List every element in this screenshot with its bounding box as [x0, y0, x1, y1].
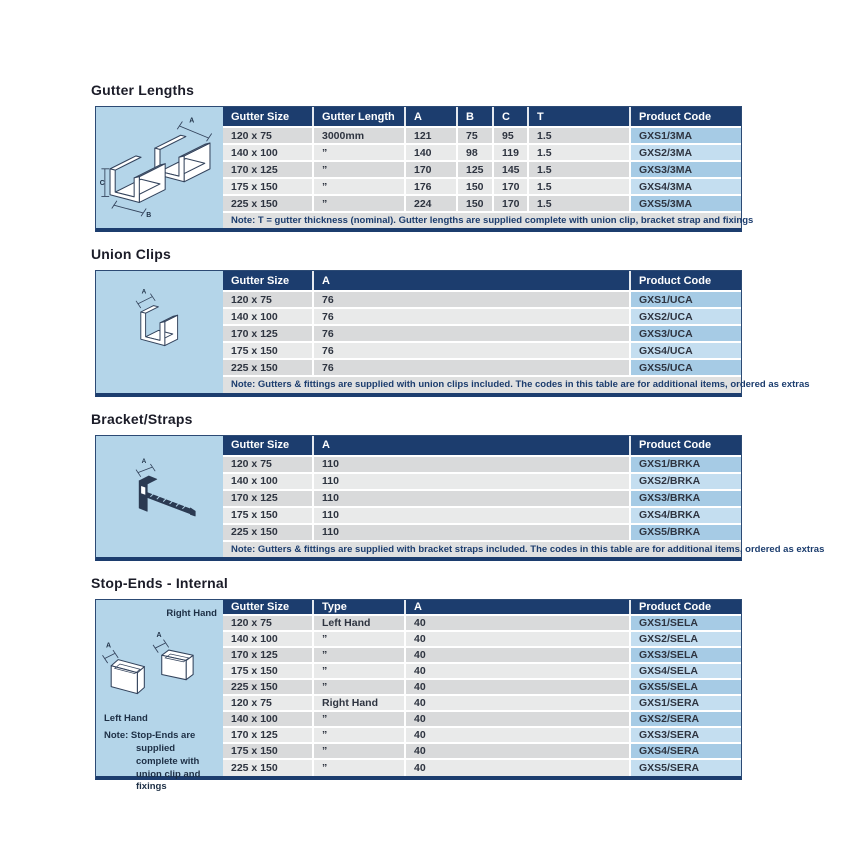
table-row: [223, 179, 741, 196]
table-cell: 140 x 100: [223, 632, 314, 646]
table-cell: ”: [314, 728, 406, 742]
product-code-cell: GXS1/BRKA: [631, 457, 741, 472]
table-row: [223, 196, 741, 213]
column-header: Gutter Size: [223, 436, 314, 455]
product-code-cell: GXS4/SERA: [631, 744, 741, 758]
table-cell: 119: [494, 145, 529, 160]
column-header: T: [529, 107, 631, 126]
table-cell: ”: [314, 648, 406, 662]
section-heading: Bracket/Straps: [91, 410, 193, 427]
table-cell: 40: [406, 664, 631, 678]
table-cell: 110: [314, 457, 631, 472]
product-code-cell: GXS3/UCA: [631, 326, 741, 341]
table-row: [223, 292, 741, 309]
product-code-cell: GXS2/SERA: [631, 712, 741, 726]
table-cell: 140 x 100: [223, 145, 314, 160]
product-code-cell: GXS4/SELA: [631, 664, 741, 678]
table-cell: 120 x 75: [223, 696, 314, 710]
dimension-label: A: [105, 642, 112, 650]
table-cell: 110: [314, 491, 631, 506]
table-row: [223, 696, 741, 712]
table-cell: 1.5: [529, 162, 631, 177]
table-cell: 170: [494, 196, 529, 211]
product-code-cell: GXS2/BRKA: [631, 474, 741, 489]
column-header: Gutter Length: [314, 107, 406, 126]
table-cell: 76: [314, 326, 631, 341]
table-cell: 225 x 150: [223, 525, 314, 540]
table-cell: 120 x 75: [223, 292, 314, 307]
union-clips-table: [223, 271, 810, 392]
table-cell: ”: [314, 162, 406, 177]
table-cell: 225 x 150: [223, 760, 314, 776]
table-row: [223, 360, 741, 377]
table-cell: 110: [314, 525, 631, 540]
section-stop-ends-internal: [91, 575, 742, 793]
table-row: [223, 508, 741, 525]
table-cell: 175 x 150: [223, 744, 314, 758]
column-header: A: [314, 271, 631, 290]
product-code-cell: GXS2/SELA: [631, 632, 741, 646]
table-row: [223, 616, 741, 632]
table-note: Note: T = gutter thickness (nominal). Gutter lengths are supplied complete with union clip, bracket strap and fixings: [223, 213, 741, 228]
column-header: Product Code: [639, 110, 712, 123]
table-cell: 140 x 100: [223, 309, 314, 324]
column-header: B: [458, 107, 494, 126]
table-cell: 120 x 75: [223, 457, 314, 472]
table-cell: ”: [314, 145, 406, 160]
table-cell: 75: [458, 128, 494, 143]
table-row: [223, 343, 741, 360]
column-header: Product Code: [639, 274, 712, 287]
table-cell: 176: [406, 179, 458, 194]
table-cell: ”: [314, 179, 406, 194]
section-heading: Gutter Lengths: [91, 82, 195, 98]
table-cell: 170 x 125: [223, 326, 314, 341]
product-code-cell: GXS5/SELA: [631, 680, 741, 694]
table-cell: 76: [314, 309, 631, 324]
product-code-cell: GXS2/3MA: [631, 145, 741, 160]
column-header: Gutter Size: [223, 271, 314, 290]
table-cell: 3000mm: [314, 128, 406, 143]
table-cell: 40: [406, 744, 631, 758]
table-cell: 125: [458, 162, 494, 177]
table-row: [223, 474, 741, 491]
product-code-cell: GXS1/SELA: [631, 616, 741, 630]
right-hand-label: Right Hand: [166, 608, 217, 620]
table-cell: 110: [314, 474, 631, 489]
section-bracket-straps: [91, 410, 825, 561]
table-cell: 120 x 75: [223, 128, 314, 143]
product-code-cell: GXS5/BRKA: [631, 525, 741, 540]
table-row: [223, 128, 741, 145]
column-header: Product Code: [639, 439, 712, 452]
table-cell: 175 x 150: [223, 179, 314, 194]
table-cell: 140 x 100: [223, 712, 314, 726]
table-row: [223, 491, 741, 508]
product-code-cell: GXS5/UCA: [631, 360, 741, 375]
table-cell: 145: [494, 162, 529, 177]
illustration-panel: [96, 600, 223, 793]
dimension-label: A: [141, 458, 146, 466]
illustration-panel: [96, 271, 223, 392]
product-code-cell: GXS3/SERA: [631, 728, 741, 742]
table-cell: 40: [406, 696, 631, 710]
product-code-cell: GXS2/UCA: [631, 309, 741, 324]
table-row: [223, 760, 741, 776]
product-code-cell: GXS1/SERA: [631, 696, 741, 710]
table-cell: 175 x 150: [223, 664, 314, 678]
table-cell: 175 x 150: [223, 508, 314, 523]
gutter-lengths-illustration: [99, 112, 221, 224]
dimension-label: A: [188, 117, 194, 125]
table-cell: 40: [406, 632, 631, 646]
table-cell: 170 x 125: [223, 648, 314, 662]
stop-ends-table: [223, 600, 741, 776]
table-row: [223, 309, 741, 326]
table-cell: 225 x 150: [223, 360, 314, 375]
table-cell: Right Hand: [314, 696, 406, 710]
table-cell: 76: [314, 360, 631, 375]
dimension-label: A: [156, 632, 162, 640]
product-code-cell: GXS3/BRKA: [631, 491, 741, 506]
table-cell: 40: [406, 728, 631, 742]
table-cell: 98: [458, 145, 494, 160]
table-cell: ”: [314, 196, 406, 211]
table-header-row: [223, 600, 741, 616]
table-cell: 170 x 125: [223, 162, 314, 177]
table-cell: 150: [458, 179, 494, 194]
stop-ends-panel-note: Note: Stop-Ends are supplied complete with union clip and fixings: [104, 730, 201, 793]
table-note: Note: Gutters & fittings are supplied with union clips included. The codes in this table are for additional items, ordered as extras: [223, 377, 741, 392]
table-cell: 110: [314, 508, 631, 523]
section-heading: Union Clips: [91, 246, 171, 263]
table-cell: 170 x 125: [223, 491, 314, 506]
table-cell: 120 x 75: [223, 616, 314, 630]
column-header: Gutter Size: [223, 107, 314, 126]
table-cell: 175 x 150: [223, 343, 314, 358]
table-cell: ”: [314, 632, 406, 646]
table-cell: 40: [406, 616, 631, 630]
table-cell: 1.5: [529, 145, 631, 160]
column-header: Gutter Size: [223, 600, 314, 614]
table-row: [223, 680, 741, 696]
table-cell: ”: [314, 680, 406, 694]
column-header: Type: [314, 600, 406, 614]
product-code-cell: GXS5/SERA: [631, 760, 741, 776]
table-row: [223, 457, 741, 474]
section-union-clips: [91, 246, 810, 396]
table-cell: ”: [314, 712, 406, 726]
table-cell: 1.5: [529, 128, 631, 143]
gutter-lengths-table: [223, 107, 754, 228]
table-note: Note: Gutters & fittings are supplied with bracket straps included. The codes in this table are for additional items, ordered as extras: [223, 542, 741, 557]
section-heading: Stop-Ends - Internal: [91, 575, 228, 592]
dimension-label: B: [145, 211, 151, 219]
table-cell: 1.5: [529, 179, 631, 194]
catalog-page: [91, 82, 825, 794]
stop-ends-block: [95, 599, 742, 793]
table-cell: 40: [406, 712, 631, 726]
table-cell: 95: [494, 128, 529, 143]
gutter-lengths-block: [95, 106, 754, 232]
table-cell: ”: [314, 664, 406, 678]
table-cell: ”: [314, 760, 406, 776]
table-row: [223, 664, 741, 680]
table-cell: 225 x 150: [223, 196, 314, 211]
bracket-straps-table: [223, 436, 825, 557]
left-hand-label: Left Hand: [104, 713, 148, 725]
table-row: [223, 728, 741, 744]
illustration-panel: [96, 107, 223, 228]
table-header-row: [223, 436, 741, 457]
column-header: A: [314, 436, 631, 455]
table-cell: 76: [314, 292, 631, 307]
section-gutter-lengths: [91, 82, 754, 232]
union-clips-block: [95, 270, 810, 396]
table-row: [223, 145, 741, 162]
table-cell: 140 x 100: [223, 474, 314, 489]
table-header-row: [223, 271, 741, 292]
table-row: [223, 712, 741, 728]
table-cell: 76: [314, 343, 631, 358]
table-cell: 170: [494, 179, 529, 194]
table-cell: 170: [406, 162, 458, 177]
table-row: [223, 648, 741, 664]
column-header: A: [406, 600, 631, 614]
table-cell: 225 x 150: [223, 680, 314, 694]
dimension-label: A: [141, 288, 146, 296]
table-cell: 40: [406, 760, 631, 776]
bracket-strap-illustration: [99, 444, 221, 548]
column-header: A: [406, 107, 458, 126]
table-cell: 1.5: [529, 196, 631, 211]
product-code-cell: GXS4/BRKA: [631, 508, 741, 523]
product-code-cell: GXS5/3MA: [631, 196, 741, 211]
product-code-cell: GXS4/3MA: [631, 179, 741, 194]
table-row: [223, 162, 741, 179]
table-cell: 170 x 125: [223, 728, 314, 742]
table-row: [223, 326, 741, 343]
table-cell: 140: [406, 145, 458, 160]
table-cell: Left Hand: [314, 616, 406, 630]
column-header: Product Code: [639, 601, 712, 614]
column-header: C: [494, 107, 529, 126]
table-header-row: [223, 107, 741, 128]
table-cell: 150: [458, 196, 494, 211]
stop-ends-illustration: [99, 620, 221, 708]
bracket-straps-block: [95, 435, 825, 561]
illustration-panel: [96, 436, 223, 557]
dimension-label: C: [99, 179, 105, 187]
union-clip-illustration: [99, 280, 221, 384]
table-cell: 40: [406, 648, 631, 662]
table-row: [223, 632, 741, 648]
table-cell: 121: [406, 128, 458, 143]
table-cell: ”: [314, 744, 406, 758]
table-row: [223, 525, 741, 542]
table-cell: 224: [406, 196, 458, 211]
product-code-cell: GXS1/UCA: [631, 292, 741, 307]
table-row: [223, 744, 741, 760]
product-code-cell: GXS4/UCA: [631, 343, 741, 358]
product-code-cell: GXS3/SELA: [631, 648, 741, 662]
product-code-cell: GXS3/3MA: [631, 162, 741, 177]
product-code-cell: GXS1/3MA: [631, 128, 741, 143]
table-cell: 40: [406, 680, 631, 694]
